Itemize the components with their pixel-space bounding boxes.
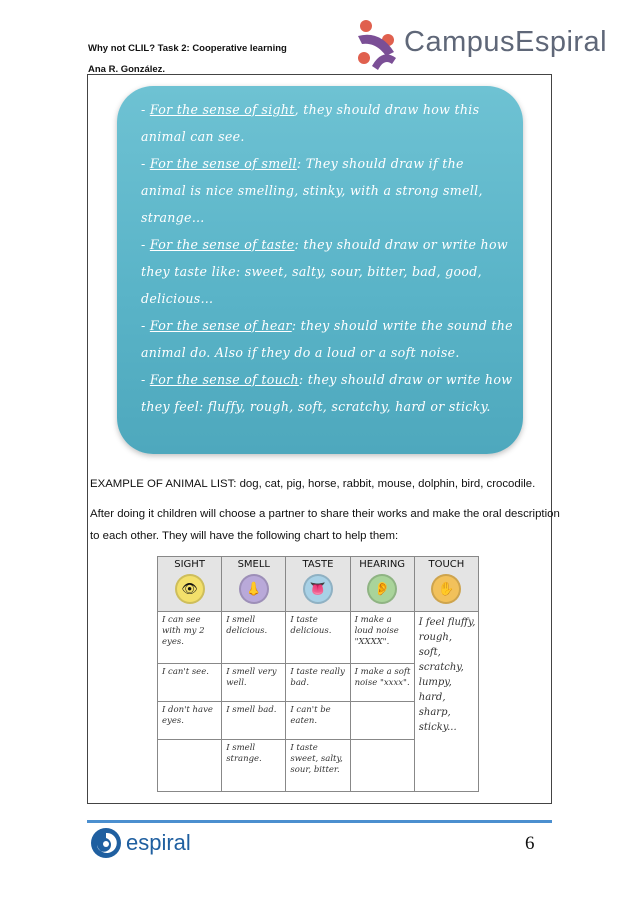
- chart-cell: [350, 739, 414, 791]
- card-line-text: animal can see.: [141, 129, 245, 144]
- senses-table: [157, 556, 479, 792]
- card-line: [141, 96, 501, 123]
- card-line-text: -: [141, 318, 150, 333]
- chart-header-smell: [222, 557, 286, 612]
- espiral-logo-icon: [90, 826, 122, 860]
- chart-cell: I smell very well.: [222, 664, 286, 702]
- card-line: [141, 123, 501, 150]
- card-line-sense: For the sense of sight: [149, 102, 295, 117]
- card-line-text: animal do. Also if they do a loud or a soft noise.: [141, 345, 460, 360]
- campus-espiral-logo-icon: [352, 16, 402, 72]
- chart-cell: I taste really bad.: [286, 664, 350, 702]
- chart-cell: I feel fluffy, rough, soft, scratchy, lumpy, hard, sharp, sticky...: [414, 612, 478, 792]
- chart-cell: I can't be eaten.: [286, 701, 350, 739]
- chart-header-label: HEARING: [359, 559, 406, 570]
- instruction-line-1: After doing it children will choose a partner to share their works and make the oral description: [90, 508, 560, 520]
- eye-icon: 👁: [175, 574, 205, 604]
- card-line: [141, 366, 513, 393]
- chart-cell: [158, 739, 222, 791]
- mouth-icon: 👅: [303, 574, 333, 604]
- ear-icon: 👂: [367, 574, 397, 604]
- card-line-text: , they should draw how this: [294, 102, 480, 117]
- card-line: [141, 285, 501, 312]
- instruction-line-2: to each other. They will have the following chart to help them:: [90, 530, 399, 542]
- logo-wordmark: CampusEspiral: [404, 26, 608, 58]
- chart-row: [158, 612, 479, 664]
- chart-cell: I don't have eyes.: [158, 701, 222, 739]
- chart-header-label: TOUCH: [428, 559, 465, 570]
- campus-espiral-logo: [352, 16, 608, 72]
- animal-list-text: EXAMPLE OF ANIMAL LIST: dog, cat, pig, horse, rabbit, mouse, dolphin, bird, crocodile.: [90, 478, 536, 490]
- nose-icon: 👃: [239, 574, 269, 604]
- card-line: [141, 258, 501, 285]
- card-line: [141, 177, 501, 204]
- chart-header-label: SMELL: [237, 559, 270, 570]
- card-line: [141, 150, 501, 177]
- card-line-text: animal is nice smelling, stinky, with a strong smell,: [141, 183, 483, 198]
- card-line: [141, 312, 513, 339]
- chart-header-hearing: [350, 557, 414, 612]
- senses-chart: [157, 556, 479, 792]
- card-line-text: : they should write the sound the: [291, 318, 513, 333]
- document-author: Ana R. González.: [88, 64, 166, 75]
- chart-cell: I taste sweet, salty, sour, bitter.: [286, 739, 350, 791]
- card-line-text: : They should draw if the: [296, 156, 464, 171]
- chart-header-taste: [286, 557, 350, 612]
- card-line-text: they taste like: sweet, salty, sour, bitter, bad, good,: [141, 264, 482, 279]
- espiral-wordmark: espiral: [126, 830, 191, 855]
- chart-cell: I can't see.: [158, 664, 222, 702]
- chart-cell: I smell delicious.: [222, 612, 286, 664]
- espiral-logo: [90, 826, 200, 862]
- card-line-sense: For the sense of smell: [149, 156, 297, 171]
- chart-header-touch: [414, 557, 478, 612]
- card-line-text: strange…: [141, 210, 205, 225]
- chart-header-label: TASTE: [302, 559, 334, 570]
- document-title: Why not CLIL? Task 2: Cooperative learning: [88, 43, 287, 54]
- card-line-text: -: [141, 372, 150, 387]
- chart-cell: I smell bad.: [222, 701, 286, 739]
- senses-instructions-text: [141, 96, 513, 420]
- hand-icon: ✋: [431, 574, 461, 604]
- card-line-text: -: [141, 102, 150, 117]
- card-line-text: : they should draw or write how: [298, 372, 513, 387]
- card-line: [141, 393, 501, 420]
- footer-divider: [87, 820, 552, 823]
- card-line-text: they feel: fluffy, rough, soft, scratchy, hard or sticky.: [141, 399, 491, 414]
- card-line-text: : they should draw or write how: [294, 237, 508, 252]
- chart-header-sight: [158, 557, 222, 612]
- chart-cell: I make a loud noise "XXXX".: [350, 612, 414, 664]
- chart-cell: I taste delicious.: [286, 612, 350, 664]
- card-line: [141, 339, 501, 366]
- chart-header-label: SIGHT: [174, 559, 205, 570]
- card-line-text: -: [141, 156, 150, 171]
- card-line-sense: For the sense of touch: [149, 372, 299, 387]
- chart-cell: I make a soft noise "xxxx".: [350, 664, 414, 702]
- card-line-text: -: [141, 237, 150, 252]
- chart-cell: I smell strange.: [222, 739, 286, 791]
- card-line-sense: For the sense of taste: [149, 237, 295, 252]
- chart-cell: I can see with my 2 eyes.: [158, 612, 222, 664]
- page-number: 6: [525, 833, 535, 854]
- card-line: [141, 204, 501, 231]
- card-line: [141, 231, 508, 258]
- chart-cell: [350, 701, 414, 739]
- card-line-text: delicious…: [141, 291, 214, 306]
- card-line-sense: For the sense of hear: [149, 318, 292, 333]
